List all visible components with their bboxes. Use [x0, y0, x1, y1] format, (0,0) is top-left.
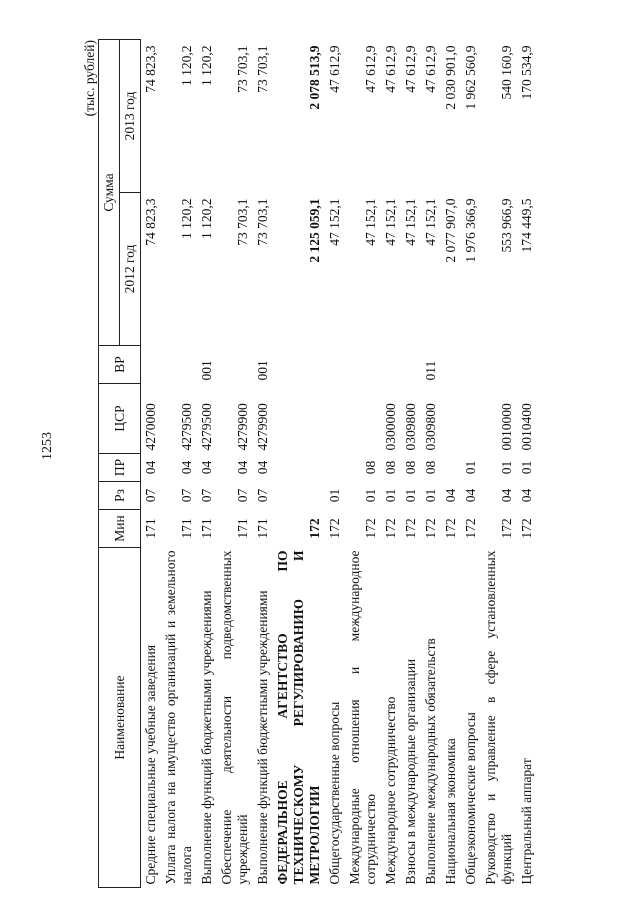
cell-rz: 04 — [499, 488, 514, 503]
table-row — [421, 39, 441, 887]
cell-min: 172 — [499, 518, 514, 539]
cell-csr: 4279500 — [199, 403, 214, 451]
cell-pr: 08 — [423, 460, 438, 475]
table-row — [325, 39, 345, 887]
header-2012: 2012 год — [120, 193, 141, 346]
cell-csr: 4279900 — [235, 403, 250, 451]
cell-y2013: 1 120,2 — [179, 45, 194, 86]
cell-csr: 4279500 — [179, 403, 194, 451]
table-row — [273, 39, 325, 887]
cell-pr: 01 — [499, 460, 514, 475]
table-row — [517, 39, 537, 887]
cell-csr — [441, 384, 461, 454]
cell-vr — [345, 346, 381, 384]
cell-vr — [141, 346, 162, 384]
cell-y2013: 540 160,9 — [499, 45, 514, 100]
cell-y2013: 47 612,9 — [383, 45, 398, 93]
cell-y2012: 2 077 907,0 — [443, 198, 458, 263]
cell-name: Выполнение функций бюджетными учреждениями — [199, 590, 214, 885]
cell-csr — [461, 384, 481, 454]
cell-y2013: 47 612,9 — [423, 45, 438, 93]
cell-vr — [517, 346, 537, 384]
cell-pr: 08 — [383, 460, 398, 475]
cell-pr: 08 — [363, 460, 378, 475]
cell-min: 172 — [403, 518, 418, 539]
cell-name: Выполнение функций бюджетными учреждениями — [255, 590, 270, 885]
cell-min: 172 — [423, 518, 438, 539]
cell-y2013: 74 823,3 — [143, 45, 158, 93]
cell-y2012: 1 120,2 — [179, 198, 194, 239]
cell-y2013: 170 534,9 — [519, 45, 534, 100]
header-vr: ВР — [99, 346, 141, 384]
header-sum: Сумма — [99, 39, 120, 345]
cell-rz: 07 — [199, 488, 214, 503]
cell-name: Национальная экономика — [443, 738, 458, 885]
cell-vr — [401, 346, 421, 384]
table-row — [461, 39, 481, 887]
cell-name: Уплата налога на имущество организаций и земельного налога — [163, 550, 194, 885]
cell-pr: 04 — [143, 460, 158, 475]
cell-y2012: 47 152,1 — [423, 198, 438, 246]
units-label: (тыс. рублей) — [82, 40, 97, 117]
cell-rz: 07 — [235, 488, 250, 503]
cell-rz: 01 — [327, 488, 342, 503]
cell-csr: 0300000 — [383, 403, 398, 451]
table-row — [441, 39, 461, 887]
cell-min: 172 — [463, 518, 478, 539]
cell-rz: 07 — [255, 488, 270, 503]
cell-vr — [481, 346, 517, 384]
table-row — [141, 39, 162, 887]
cell-y2012: 47 152,1 — [383, 198, 398, 246]
cell-rz: 01 — [403, 488, 418, 503]
cell-vr — [273, 346, 325, 384]
cell-min: 172 — [307, 518, 322, 539]
cell-name: Взносы в международные организации — [403, 658, 418, 885]
cell-min: 172 — [519, 518, 534, 539]
rotated-page — [80, 40, 600, 888]
cell-y2012: 73 703,1 — [235, 198, 250, 246]
cell-name: Обеспечение деятельности подведомственных учреждений — [219, 550, 250, 885]
cell-y2012: 47 152,1 — [363, 198, 378, 246]
cell-name: Международные отношения и международное сотрудничество — [347, 550, 378, 885]
cell-name: Средние специальные учебные заведения — [143, 644, 158, 885]
cell-y2012: 47 152,1 — [403, 198, 418, 246]
cell-csr: 4279900 — [255, 403, 270, 451]
cell-name: Общеэкономические вопросы — [463, 712, 478, 885]
cell-rz: 01 — [383, 488, 398, 503]
header-min: Мин — [99, 510, 141, 548]
page-number: 1253 — [40, 432, 55, 460]
cell-pr: 04 — [179, 460, 194, 475]
cell-y2013: 47 612,9 — [403, 45, 418, 93]
cell-vr — [325, 346, 345, 384]
table-body — [141, 39, 538, 887]
cell-min: 171 — [255, 518, 270, 539]
cell-rz: 07 — [179, 488, 194, 503]
cell-csr: 0309800 — [423, 403, 438, 451]
table-row — [401, 39, 421, 887]
table-row — [161, 39, 197, 887]
cell-rz: 04 — [463, 488, 478, 503]
cell-csr — [345, 384, 381, 454]
cell-y2013: 2 078 513,9 — [307, 45, 322, 110]
cell-name: Центральный аппарат — [519, 758, 534, 885]
cell-pr: 01 — [463, 460, 478, 475]
table-row — [253, 39, 273, 887]
cell-csr: 0309800 — [403, 403, 418, 451]
table-row — [481, 39, 517, 887]
cell-rz: 04 — [519, 488, 534, 503]
cell-csr: 4270000 — [143, 403, 158, 451]
cell-y2013: 1 962 560,9 — [463, 45, 478, 110]
cell-csr — [325, 384, 345, 454]
cell-pr — [441, 454, 461, 482]
cell-y2012: 1 976 366,9 — [463, 198, 478, 263]
table-row — [197, 39, 217, 887]
cell-min: 171 — [179, 518, 194, 539]
cell-y2012: 2 125 059,1 — [307, 198, 322, 263]
cell-y2012: 74 823,3 — [143, 198, 158, 246]
header-rz: Рз — [99, 482, 141, 510]
cell-vr: 001 — [255, 360, 270, 381]
cell-pr: 01 — [519, 460, 534, 475]
cell-pr: 04 — [199, 460, 214, 475]
cell-name: Руководство и управление в сфере установленных функций — [483, 550, 514, 885]
cell-y2012: 553 966,9 — [499, 198, 514, 253]
cell-vr — [161, 346, 197, 384]
cell-rz — [273, 482, 325, 510]
header-pr: ПР — [99, 454, 141, 482]
cell-rz: 01 — [423, 488, 438, 503]
cell-min: 172 — [443, 518, 458, 539]
table-row — [381, 39, 401, 887]
cell-vr: 001 — [199, 360, 214, 381]
cell-y2012: 73 703,1 — [255, 198, 270, 246]
cell-min: 171 — [199, 518, 214, 539]
cell-csr: 0010400 — [519, 403, 534, 451]
cell-pr: 04 — [235, 460, 250, 475]
cell-vr — [381, 346, 401, 384]
cell-csr: 0010000 — [499, 403, 514, 451]
cell-y2013: 73 703,1 — [235, 45, 250, 93]
header-csr: ЦСР — [99, 384, 141, 454]
cell-vr — [461, 346, 481, 384]
cell-vr — [217, 346, 253, 384]
cell-csr — [273, 384, 325, 454]
cell-rz: 04 — [443, 488, 458, 503]
cell-y2012: 47 152,1 — [327, 198, 342, 246]
cell-vr — [441, 346, 461, 384]
budget-table — [98, 39, 537, 888]
header-2013: 2013 год — [120, 39, 141, 192]
cell-name: Выполнение международных обязательств — [423, 638, 438, 885]
cell-pr — [273, 454, 325, 482]
cell-y2013: 2 030 901,0 — [443, 45, 458, 110]
cell-y2013: 73 703,1 — [255, 45, 270, 93]
table-row — [217, 39, 253, 887]
cell-min: 171 — [235, 518, 250, 539]
cell-rz: 01 — [363, 488, 378, 503]
cell-y2012: 174 449,5 — [519, 198, 534, 253]
cell-pr: 04 — [255, 460, 270, 475]
cell-name: Международное сотрудничество — [383, 696, 398, 885]
cell-y2013: 47 612,9 — [363, 45, 378, 93]
table-row — [345, 39, 381, 887]
cell-pr — [325, 454, 345, 482]
cell-rz: 07 — [143, 488, 158, 503]
cell-y2013: 1 120,2 — [199, 45, 214, 86]
cell-min: 172 — [363, 518, 378, 539]
header-name: Наименование — [99, 548, 141, 888]
cell-y2013: 47 612,9 — [327, 45, 342, 93]
cell-min: 171 — [143, 518, 158, 539]
cell-y2012: 1 120,2 — [199, 198, 214, 239]
header-row — [99, 39, 120, 887]
cell-pr: 08 — [403, 460, 418, 475]
cell-vr: 011 — [423, 360, 438, 381]
cell-name: Общегосударственные вопросы — [327, 701, 342, 885]
cell-min: 172 — [383, 518, 398, 539]
cell-min: 172 — [327, 518, 342, 539]
cell-name: ФЕДЕРАЛЬНОЕ АГЕНТСТВО ПО ТЕХНИЧЕСКОМУ РЕГУЛИРОВАНИЮ И МЕТРОЛОГИИ — [275, 550, 322, 885]
